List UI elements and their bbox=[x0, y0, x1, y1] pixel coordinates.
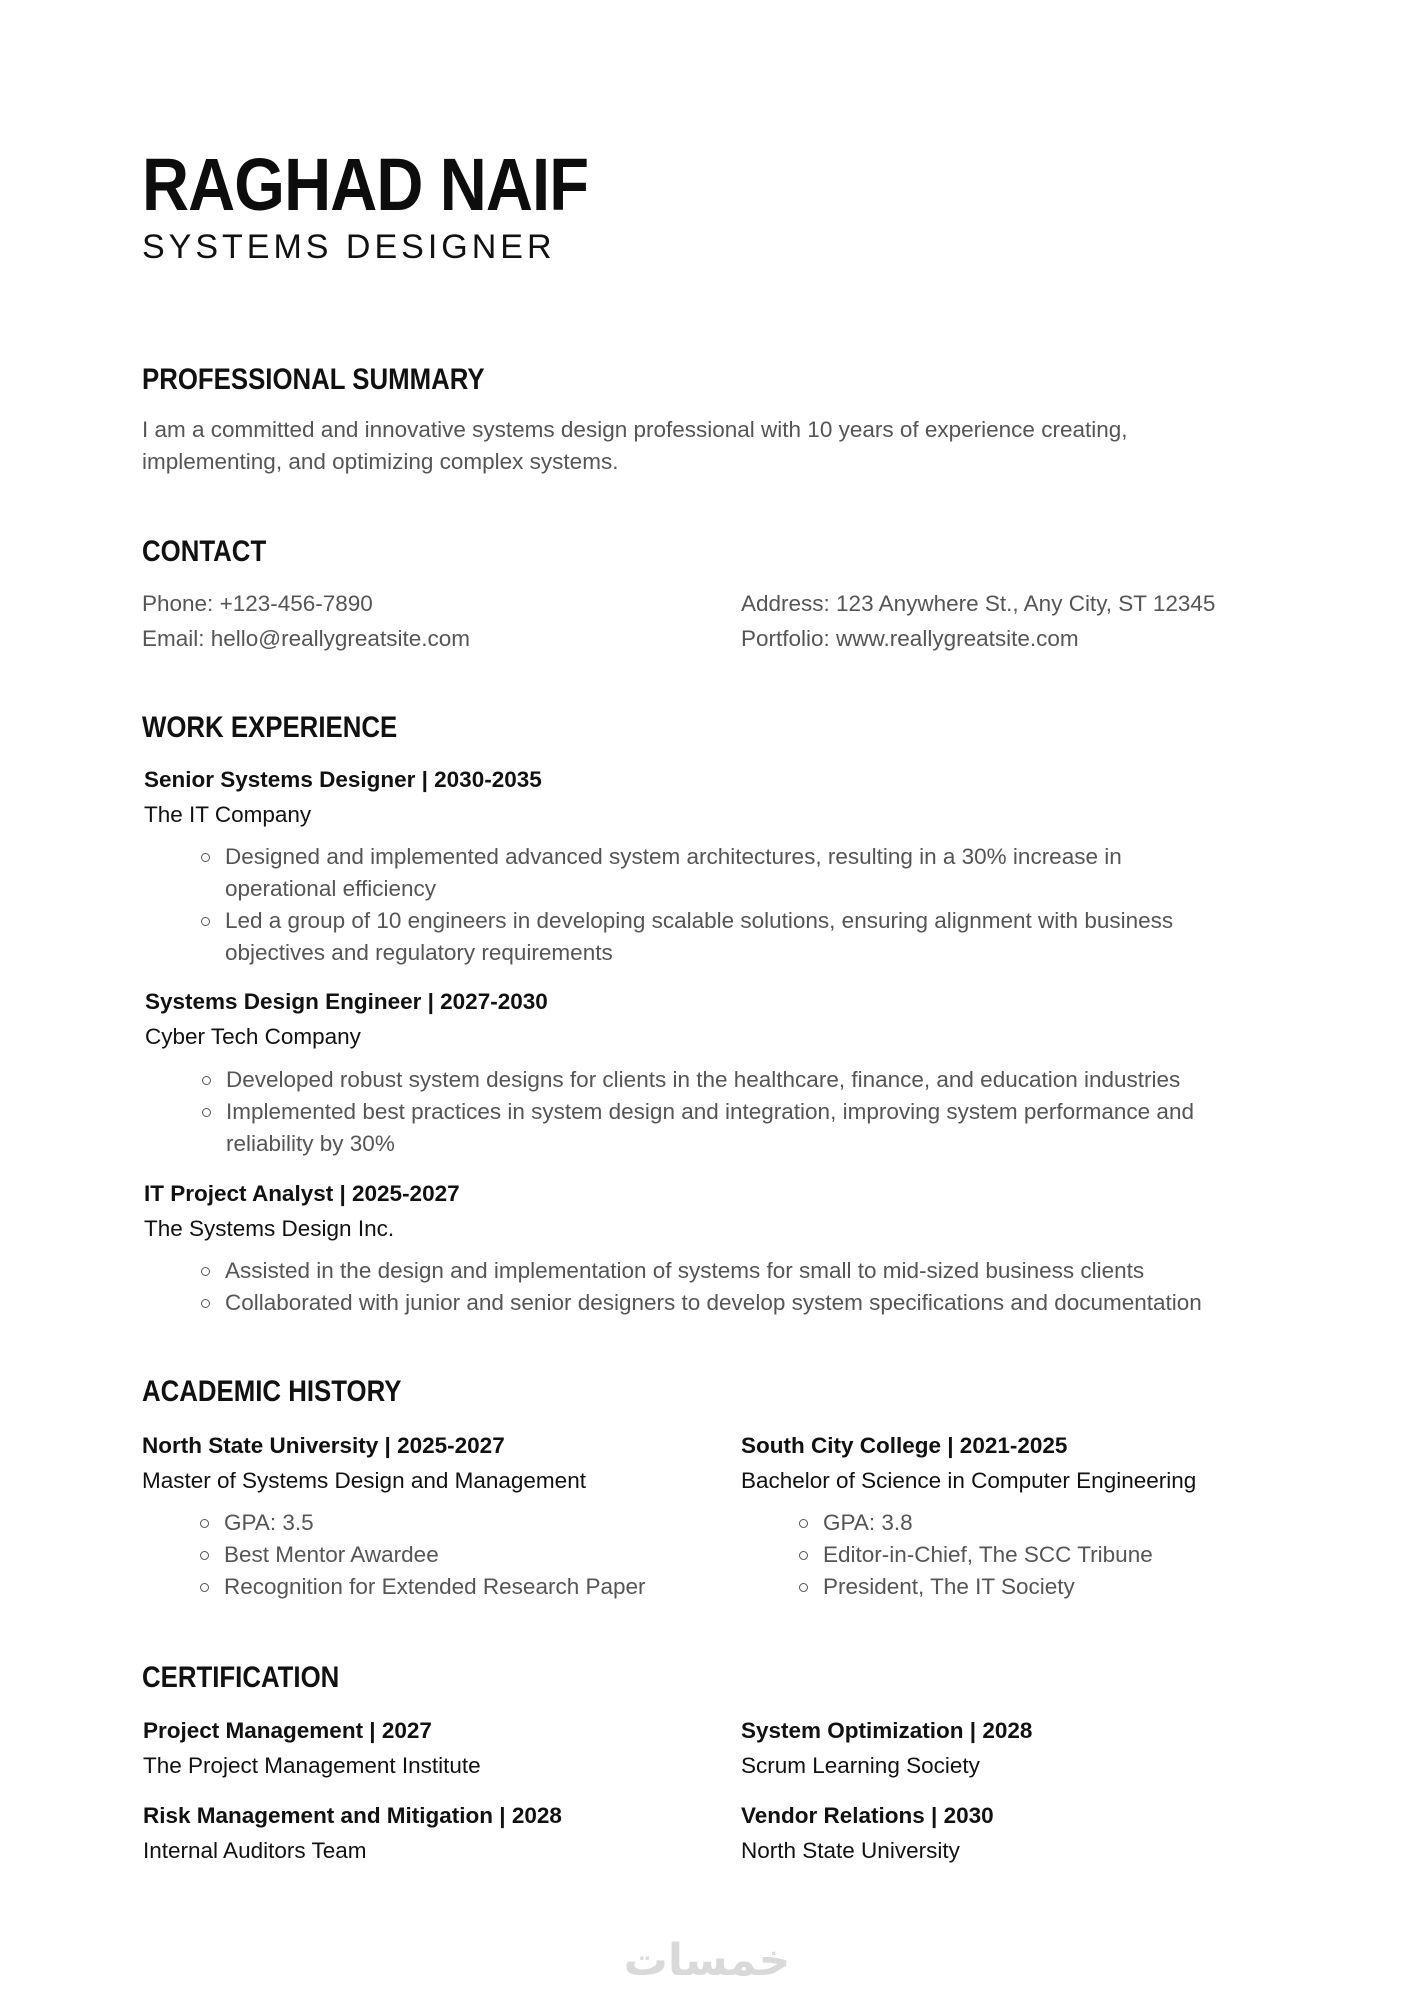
school-degree: Bachelor of Science in Computer Engineering bbox=[741, 1468, 1197, 1493]
candidate-name: RAGHAD NAIF bbox=[142, 143, 589, 226]
candidate-title: SYSTEMS DESIGNER bbox=[142, 228, 556, 266]
contact-phone: Phone: +123-456-7890 bbox=[142, 591, 373, 616]
school-bullets bbox=[823, 1507, 1283, 1603]
list-item: Led a group of 10 engineers in developing scalable solutions, ensuring alignment with business objectives and regulatory requirements bbox=[225, 905, 1225, 969]
list-item: Best Mentor Awardee bbox=[224, 1539, 704, 1571]
school-title: South City College | 2021-2025 bbox=[741, 1433, 1068, 1458]
contact-address: Address: 123 Anywhere St., Any City, ST 12345 bbox=[741, 591, 1216, 616]
cert-title: Risk Management and Mitigation | 2028 bbox=[143, 1803, 562, 1828]
contact-portfolio: Portfolio: www.reallygreatsite.com bbox=[741, 626, 1079, 651]
contact-email: Email: hello@reallygreatsite.com bbox=[142, 626, 470, 651]
list-item: Collaborated with junior and senior designers to develop system specifications and documentation bbox=[225, 1287, 1265, 1319]
cert-title: System Optimization | 2028 bbox=[741, 1718, 1033, 1743]
work-heading: WORK EXPERIENCE bbox=[142, 711, 398, 744]
cert-issuer: Scrum Learning Society bbox=[741, 1753, 980, 1778]
job-title: Senior Systems Designer | 2030-2035 bbox=[144, 767, 542, 792]
academic-heading: ACADEMIC HISTORY bbox=[142, 1375, 402, 1408]
school-degree: Master of Systems Design and Management bbox=[142, 1468, 586, 1493]
cert-issuer: Internal Auditors Team bbox=[143, 1838, 367, 1863]
contact-heading: CONTACT bbox=[142, 535, 267, 568]
list-item: President, The IT Society bbox=[823, 1571, 1283, 1603]
cert-title: Project Management | 2027 bbox=[143, 1718, 432, 1743]
job-title: Systems Design Engineer | 2027-2030 bbox=[145, 989, 548, 1014]
cert-title: Vendor Relations | 2030 bbox=[741, 1803, 994, 1828]
list-item: GPA: 3.8 bbox=[823, 1507, 1283, 1539]
job-company: The Systems Design Inc. bbox=[144, 1216, 395, 1241]
list-item: Implemented best practices in system design and integration, improving system performance and reliability by 30% bbox=[226, 1096, 1246, 1160]
summary-text: I am a committed and innovative systems design professional with 10 years of experience creating, implementing, and optimizing complex systems. bbox=[142, 417, 1128, 474]
summary-heading: PROFESSIONAL SUMMARY bbox=[142, 363, 485, 396]
job-title: IT Project Analyst | 2025-2027 bbox=[144, 1181, 460, 1206]
list-item: Assisted in the design and implementation of systems for small to mid-sized business clients bbox=[225, 1255, 1265, 1287]
job-company: Cyber Tech Company bbox=[145, 1024, 361, 1049]
list-item: GPA: 3.5 bbox=[224, 1507, 704, 1539]
job-bullets bbox=[225, 841, 1225, 969]
cert-issuer: North State University bbox=[741, 1838, 960, 1863]
school-bullets bbox=[224, 1507, 704, 1603]
watermark-logo: خمسات bbox=[623, 1935, 791, 1986]
cert-issuer: The Project Management Institute bbox=[143, 1753, 481, 1778]
list-item: Recognition for Extended Research Paper bbox=[224, 1571, 704, 1603]
certification-heading: CERTIFICATION bbox=[142, 1661, 340, 1694]
job-bullets bbox=[226, 1064, 1246, 1160]
list-item: Developed robust system designs for clients in the healthcare, finance, and education industries bbox=[226, 1064, 1246, 1096]
school-title: North State University | 2025-2027 bbox=[142, 1433, 505, 1458]
job-bullets bbox=[225, 1255, 1265, 1319]
job-company: The IT Company bbox=[144, 802, 312, 827]
list-item: Editor-in-Chief, The SCC Tribune bbox=[823, 1539, 1283, 1571]
list-item: Designed and implemented advanced system architectures, resulting in a 30% increase in operational efficiency bbox=[225, 841, 1225, 905]
